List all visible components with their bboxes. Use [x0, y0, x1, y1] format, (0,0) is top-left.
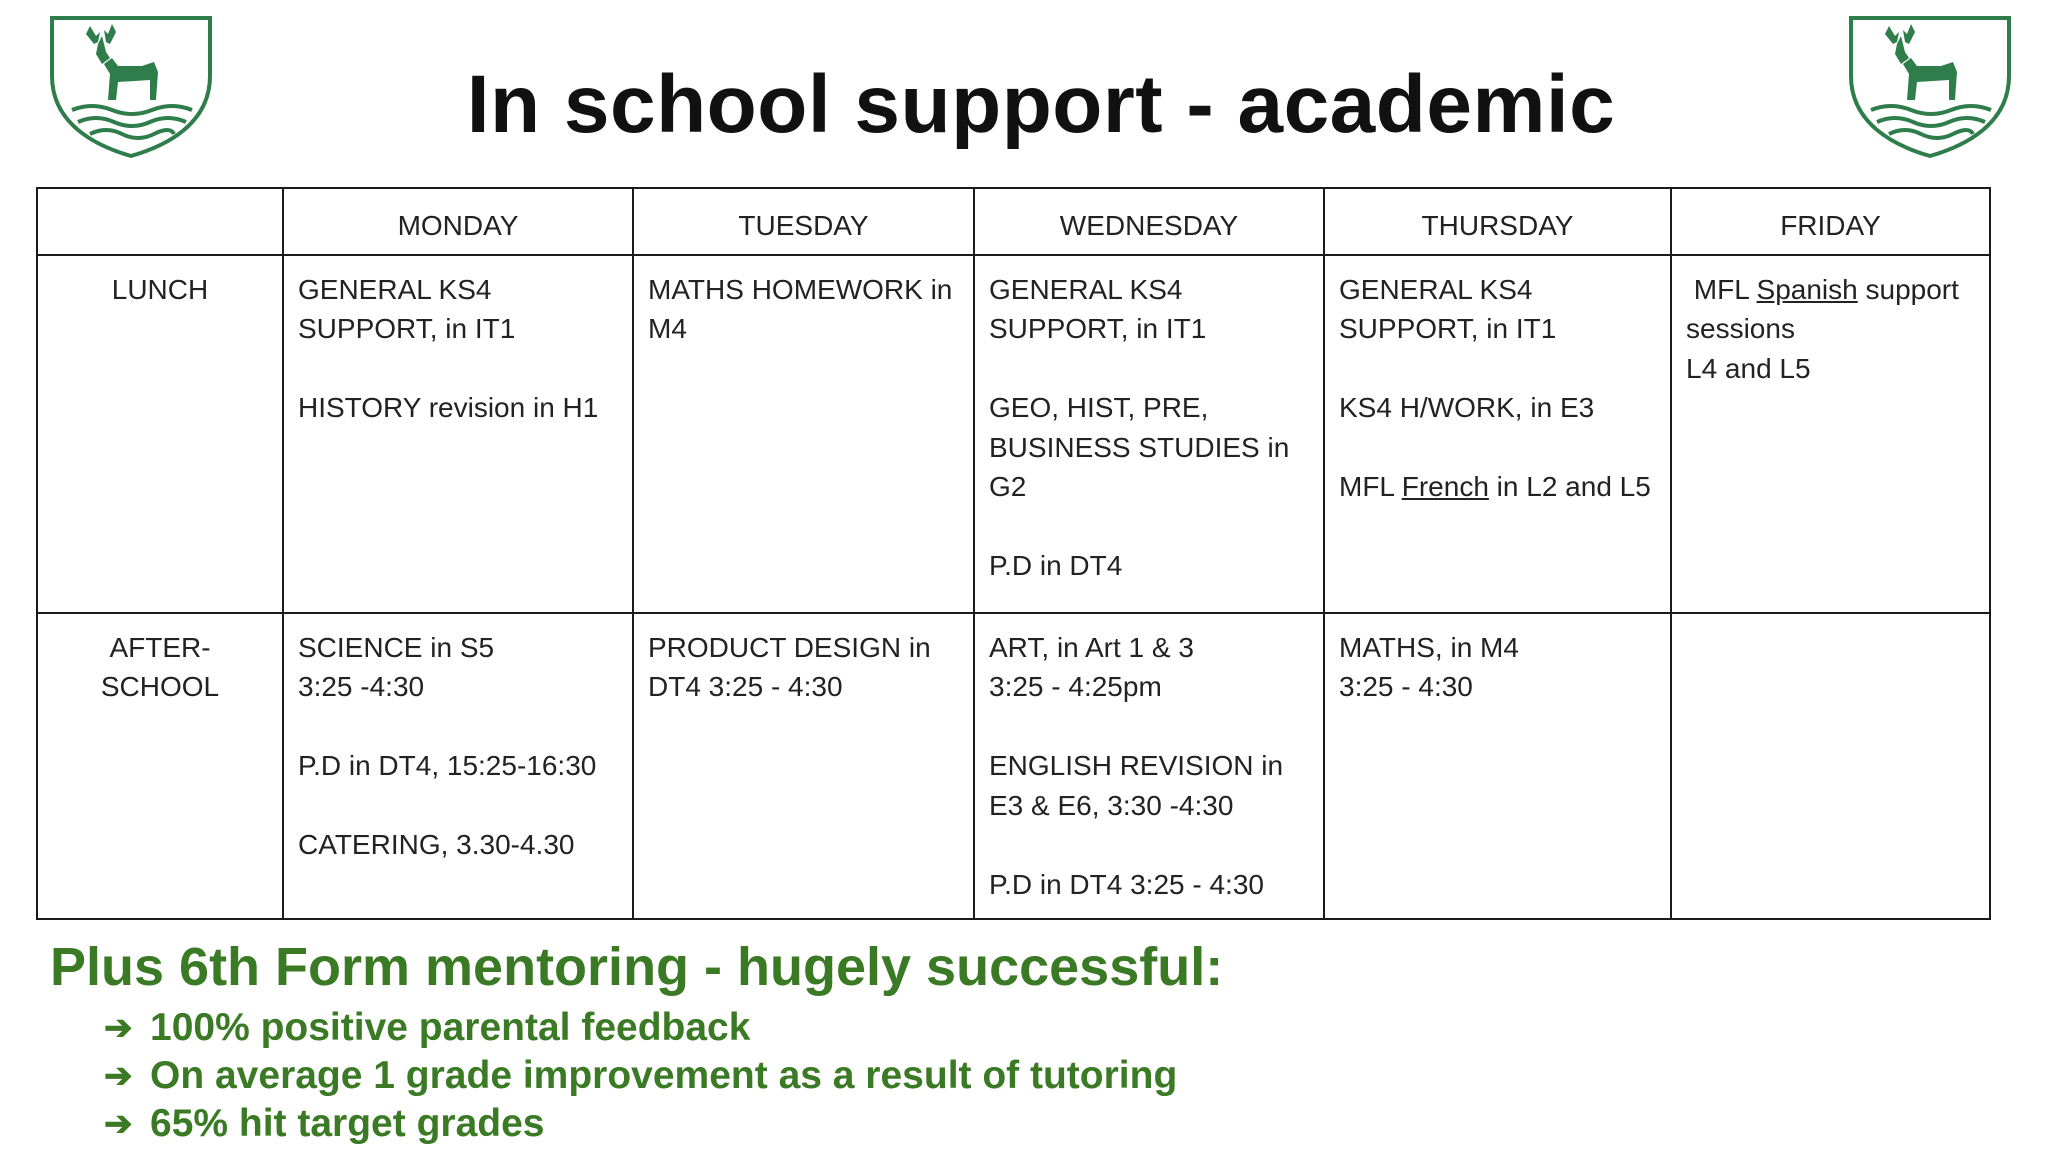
cell-after-school-friday	[1671, 613, 1990, 920]
header-thursday: THURSDAY	[1324, 188, 1671, 255]
header-tuesday: TUESDAY	[633, 188, 974, 255]
cell-line: DT4 3:25 - 4:30	[648, 671, 843, 702]
cell-line: SUPPORT, in IT1	[989, 313, 1207, 344]
cell-line: PRODUCT DESIGN in	[648, 631, 931, 663]
arrow-right-icon: ➔	[104, 1057, 133, 1095]
bullet-text: 100% positive parental feedback	[150, 1006, 751, 1049]
cell-line	[1339, 428, 1656, 468]
cell-lunch-tuesday	[633, 255, 974, 613]
list-item	[104, 1100, 1177, 1148]
cell-line	[989, 707, 1309, 747]
cell-line	[989, 825, 1309, 865]
arrow-right-icon: ➔	[104, 1105, 133, 1143]
header-wednesday: WEDNESDAY	[974, 188, 1324, 255]
cell-line: sessions	[1686, 313, 1795, 344]
cell-lunch-monday	[283, 255, 633, 613]
cell-line: MFL French in L2 and L5	[1339, 471, 1651, 502]
list-item	[104, 1052, 1177, 1100]
cell-line: MATHS, in M4	[1339, 631, 1519, 663]
cell-line: GENERAL KS4	[298, 273, 492, 305]
cell-line	[1339, 349, 1656, 389]
cell-line: BUSINESS STUDIES in	[989, 431, 1290, 463]
cell-line: SCIENCE in S5	[298, 631, 495, 663]
cell-line	[989, 507, 1309, 547]
bullet-text: 65% hit target grades	[150, 1102, 545, 1145]
cell-line: 3:25 - 4:25pm	[989, 671, 1162, 702]
cell-line: GENERAL KS4	[989, 273, 1183, 305]
header-monday: MONDAY	[283, 188, 633, 255]
cell-line: M4	[648, 313, 687, 344]
cell-line	[298, 707, 618, 747]
cell-line: P.D in DT4, 15:25-16:30	[298, 750, 597, 781]
cell-after-school-monday	[283, 613, 633, 920]
cell-lunch-thursday	[1324, 255, 1671, 613]
bullet-text: On average 1 grade improvement as a result of tutoring	[150, 1054, 1178, 1097]
support-timetable	[36, 187, 1991, 920]
cell-lunch-friday	[1671, 255, 1990, 613]
cell-line: G2	[989, 471, 1027, 502]
mentoring-heading: Plus 6th Form mentoring - hugely successful:	[50, 937, 1224, 997]
table-row-after-school	[37, 613, 1990, 920]
header-friday: FRIDAY	[1671, 188, 1990, 255]
cell-line: SUPPORT, in IT1	[1339, 313, 1557, 344]
row-label-lunch: LUNCH	[37, 255, 283, 613]
cell-line: CATERING, 3.30-4.30	[298, 829, 575, 860]
cell-lunch-wednesday	[974, 255, 1324, 613]
cell-line: MFL Spanish support	[1686, 273, 1959, 305]
cell-line: P.D in DT4	[989, 550, 1123, 581]
cell-after-school-thursday	[1324, 613, 1671, 920]
cell-after-school-tuesday	[633, 613, 974, 920]
header-corner	[37, 188, 283, 255]
cell-line	[989, 349, 1309, 389]
cell-line: ENGLISH REVISION in	[989, 750, 1284, 781]
cell-line: KS4 H/WORK, in E3	[1339, 392, 1595, 423]
list-item	[104, 1004, 1177, 1052]
page-title: In school support - academic	[466, 59, 1616, 150]
cell-line: 3:25 - 4:30	[1339, 671, 1473, 702]
row-label-line-2: SCHOOL	[100, 671, 220, 702]
mentoring-bullet-list	[104, 1004, 1177, 1148]
arrow-right-icon: ➔	[104, 1009, 133, 1047]
cell-line: 3:25 -4:30	[298, 671, 425, 702]
row-label-line-1: AFTER-	[109, 631, 211, 663]
cell-line: MATHS HOMEWORK in	[648, 273, 953, 305]
cell-line: GEO, HIST, PRE,	[989, 392, 1209, 423]
cell-line: L4 and L5	[1686, 352, 1811, 384]
cell-line	[298, 786, 618, 826]
cell-line: HISTORY revision in H1	[298, 392, 599, 423]
row-label-after-school	[37, 613, 283, 920]
cell-line: GENERAL KS4	[1339, 273, 1533, 305]
cell-line: P.D in DT4 3:25 - 4:30	[989, 868, 1264, 900]
cell-line: ART, in Art 1 & 3	[989, 631, 1194, 663]
table-row-lunch	[37, 255, 1990, 613]
cell-line: SUPPORT, in IT1	[298, 313, 516, 344]
cell-line	[298, 349, 618, 389]
cell-after-school-wednesday	[974, 613, 1324, 920]
header-row	[37, 188, 1990, 255]
cell-line: E3 & E6, 3:30 -4:30	[989, 789, 1234, 821]
